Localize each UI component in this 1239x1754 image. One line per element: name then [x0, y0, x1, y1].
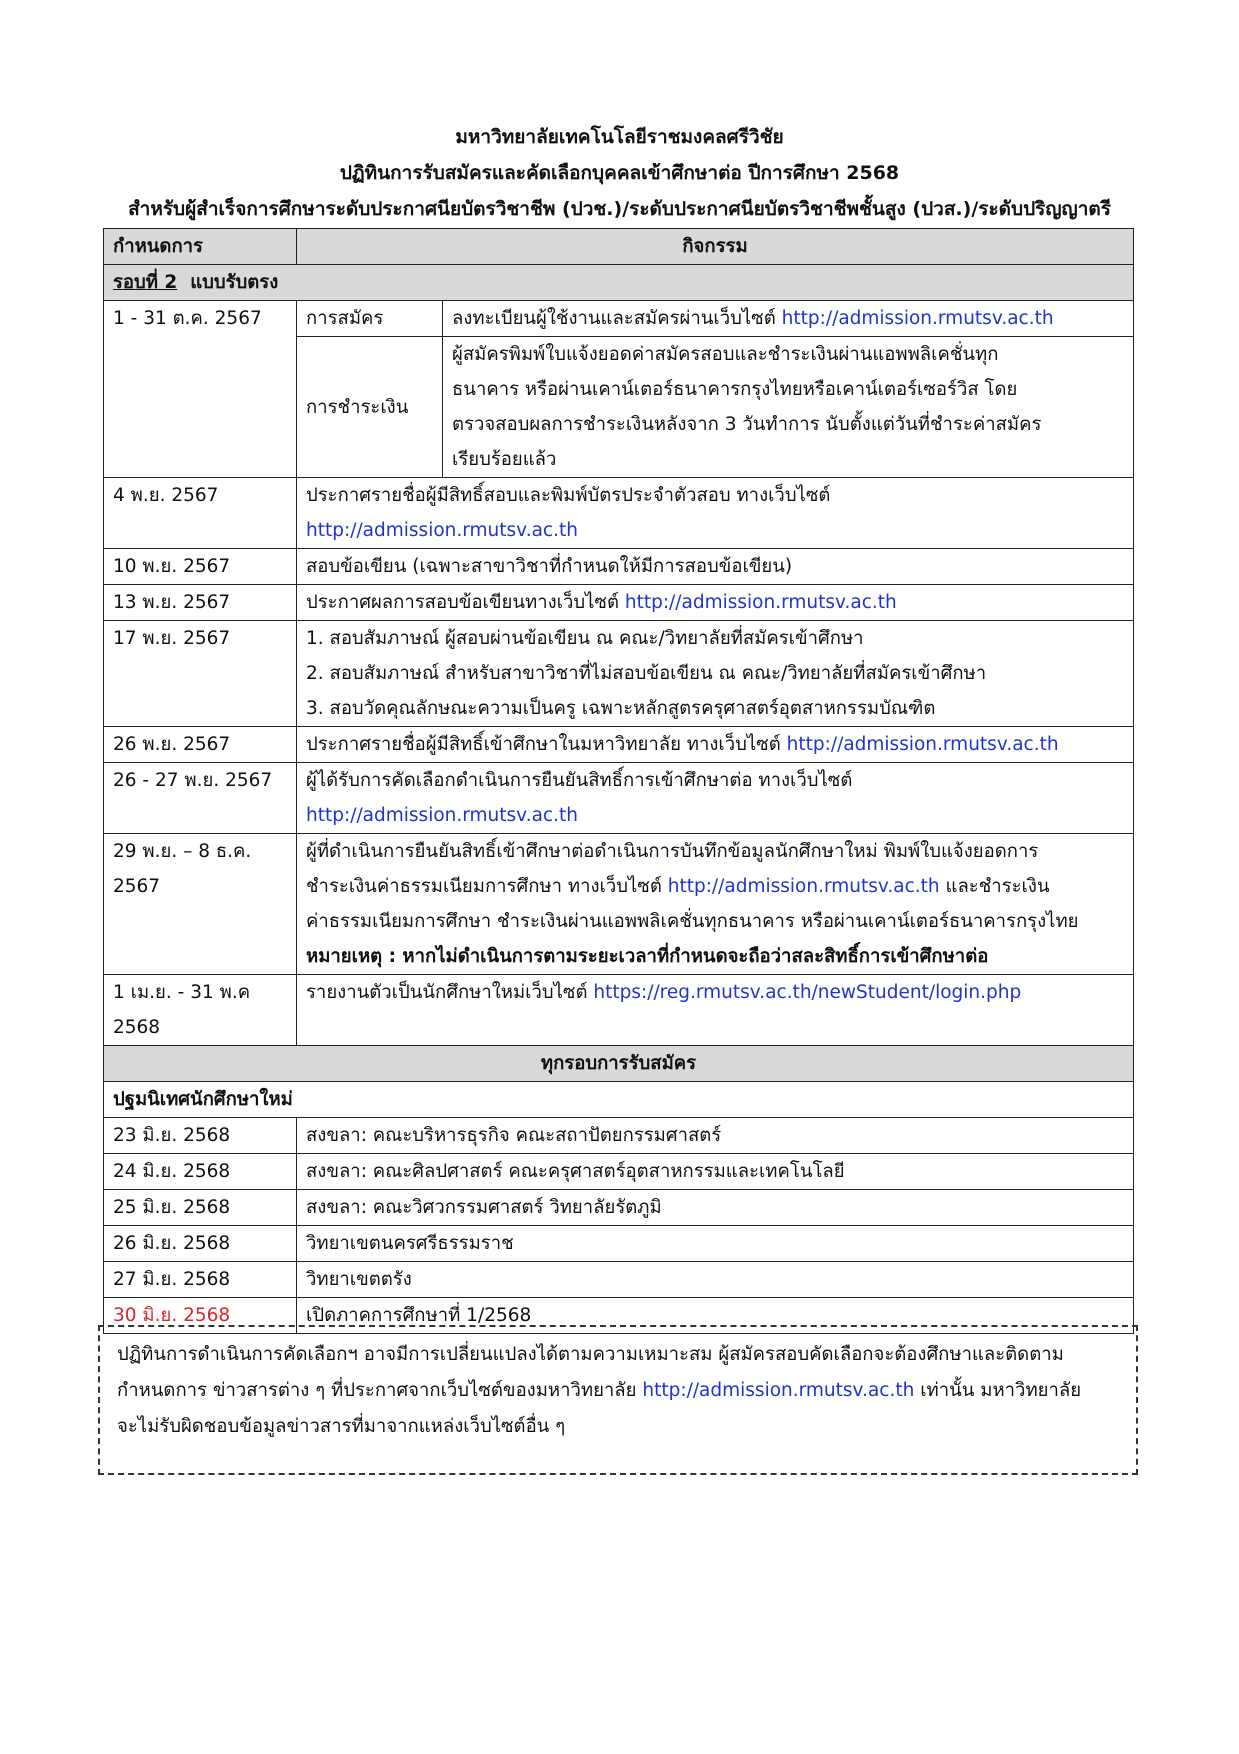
- table-row: [104, 1262, 1134, 1298]
- row-activity: ประกาศรายชื่อผู้มีสิทธิ์สอบและพิมพ์บัตรประจำตัวสอบ ทางเว็บไซต์ http://admission.rmutsv.ac.th: [297, 478, 1134, 549]
- row-date: 10 พ.ย. 2567: [104, 549, 297, 585]
- calendar-title: ปฏิทินการรับสมัครและคัดเลือกบุคคลเข้าศึกษาต่อ ปีการศึกษา 2568: [339, 162, 900, 184]
- round-label: รอบที่ 2 แบบรับตรง: [104, 265, 1134, 301]
- table-header-row: [104, 229, 1134, 265]
- row-date: 4 พ.ย. 2567: [104, 478, 297, 549]
- row-date: 17 พ.ย. 2567: [104, 621, 297, 727]
- table-row: [104, 975, 1134, 1046]
- row-activity: สงขลา: คณะวิศวกรรมศาสตร์ วิทยาลัยรัตภูมิ: [297, 1190, 1134, 1226]
- header-date: กำหนดการ: [104, 229, 297, 265]
- admission-link[interactable]: http://admission.rmutsv.ac.th: [786, 734, 1059, 755]
- table-row: [104, 727, 1134, 763]
- header-activity: กิจกรรม: [297, 229, 1134, 265]
- all-rounds-row: [104, 1046, 1134, 1082]
- row-activity: สงขลา: คณะบริหารธุรกิจ คณะสถาปัตยกรรมศาสตร์: [297, 1118, 1134, 1154]
- table-row: [104, 1190, 1134, 1226]
- admission-link[interactable]: http://admission.rmutsv.ac.th: [781, 308, 1054, 329]
- row-date: 23 มิ.ย. 2568: [104, 1118, 297, 1154]
- university-name: มหาวิทยาลัยเทคโนโลยีราชมงคลศรีวิชัย: [455, 126, 784, 148]
- semester-start-date: 30 มิ.ย. 2568: [104, 1298, 297, 1334]
- admission-link[interactable]: http://admission.rmutsv.ac.th: [642, 1380, 915, 1401]
- orientation-title: ปฐมนิเทศนักศึกษาใหม่: [104, 1082, 1134, 1118]
- row-date: 26 - 27 พ.ย. 2567: [104, 763, 297, 834]
- admission-link[interactable]: http://admission.rmutsv.ac.th: [306, 520, 578, 541]
- table-row: [104, 1118, 1134, 1154]
- disclaimer-line: ปฏิทินการดำเนินการคัดเลือกฯ อาจมีการเปลี่ยนแปลงได้ตามความเหมาะสม ผู้สมัครสอบคัดเลือกจะต้องศึกษาและติดตาม: [117, 1344, 1064, 1365]
- row-date: 26 มิ.ย. 2568: [104, 1226, 297, 1262]
- row-activity: วิทยาเขตนครศรีธรรมราช: [297, 1226, 1134, 1262]
- schedule-table: [103, 228, 1134, 1334]
- row-activity: สอบข้อเขียน (เฉพาะสาขาวิชาที่กำหนดให้มีการสอบข้อเขียน): [297, 549, 1134, 585]
- row-activity: 1. สอบสัมภาษณ์ ผู้สอบผ่านข้อเขียน ณ คณะ/วิทยาลัยที่สมัครเข้าศึกษา 2. สอบสัมภาษณ์ สำหรับสาขาวิชาที่ไม่สอบข้อเขียน ณ คณะ/วิทยาลัยที่สมัครเข้าศึกษา 3. สอบวัดคุณลักษณะความเป็นครู เฉพาะหลักสูตรครุศาสตร์อุตสาหกรรมบัณฑิต: [297, 621, 1134, 727]
- sub-activity: การสมัคร: [297, 301, 443, 337]
- calendar-subtitle: สำหรับผู้สำเร็จการศึกษาระดับประกาศนียบัตรวิชาชีพ (ปวช.)/ระดับประกาศนียบัตรวิชาชีพชั้นสูง (ปวส.)/ระดับปริญญาตรี: [128, 198, 1111, 220]
- row-activity: ลงทะเบียนผู้ใช้งานและสมัครผ่านเว็บไซต์ http://admission.rmutsv.ac.th: [443, 301, 1134, 337]
- table-row: [104, 763, 1134, 834]
- round-row: [104, 265, 1134, 301]
- table-row: [104, 834, 1134, 975]
- row-date: 25 มิ.ย. 2568: [104, 1190, 297, 1226]
- sub-activity: การชำระเงิน: [297, 337, 443, 478]
- disclaimer-box: [98, 1325, 1138, 1475]
- row-date: 1 เม.ย. - 31 พ.ค 2568: [104, 975, 297, 1046]
- row-activity: สงขลา: คณะศิลปศาสตร์ คณะครุศาสตร์อุตสาหกรรมและเทคโนโลยี: [297, 1154, 1134, 1190]
- row-date: 27 มิ.ย. 2568: [104, 1262, 297, 1298]
- row-activity: รายงานตัวเป็นนักศึกษาใหม่เว็บไซต์ https://reg.rmutsv.ac.th/newStudent/login.php: [297, 975, 1134, 1046]
- deadline-note: หมายเหตุ : หากไม่ดำเนินการตามระยะเวลาที่กำหนดจะถือว่าสละสิทธิ์การเข้าศึกษาต่อ: [306, 946, 989, 967]
- table-row: [104, 585, 1134, 621]
- row-date: 24 มิ.ย. 2568: [104, 1154, 297, 1190]
- row-activity: ผู้ที่ดำเนินการยืนยันสิทธิ์เข้าศึกษาต่อดำเนินการบันทึกข้อมูลนักศึกษาใหม่ พิมพ์ใบแจ้งยอดการ ชำระเงินค่าธรรมเนียมการศึกษา ทางเว็บไซต์ http://admission.rmutsv.ac.th และชำระเงิน ค่าธรรมเนียมการศึกษา ชำระเงินผ่านแอพพลิเคชั่นทุกธนาคาร หรือผ่านเคาน์เตอร์ธนาคารกรุงไทย หมายเหตุ : หากไม่ดำเนินการตามระยะเวลาที่กำหนดจะถือว่าสละสิทธิ์การเข้าศึกษาต่อ: [297, 834, 1134, 975]
- table-row: [104, 478, 1134, 549]
- disclaimer-line: จะไม่รับผิดชอบข้อมูลข่าวสารที่มาจากแหล่งเว็บไซต์อื่น ๆ: [117, 1416, 566, 1437]
- table-row: [104, 1154, 1134, 1190]
- row-date: 13 พ.ย. 2567: [104, 585, 297, 621]
- row-activity: ประกาศผลการสอบข้อเขียนทางเว็บไซต์ http://admission.rmutsv.ac.th: [297, 585, 1134, 621]
- table-row: [104, 621, 1134, 727]
- row-activity: เปิดภาคการศึกษาที่ 1/2568: [297, 1298, 1134, 1334]
- row-activity: วิทยาเขตตรัง: [297, 1262, 1134, 1298]
- disclaimer-line: กำหนดการ ข่าวสารต่าง ๆ ที่ประกาศจากเว็บไซต์ของมหาวิทยาลัย http://admission.rmutsv.ac.th เท่านั้น มหาวิทยาลัย: [117, 1380, 1082, 1401]
- row-date: 29 พ.ย. – 8 ธ.ค. 2567: [104, 834, 297, 975]
- reg-link[interactable]: https://reg.rmutsv.ac.th/newStudent/login.php: [593, 982, 1022, 1003]
- row-date: 26 พ.ย. 2567: [104, 727, 297, 763]
- row-date: 1 - 31 ต.ค. 2567: [104, 301, 297, 478]
- row-activity: ผู้ได้รับการคัดเลือกดำเนินการยืนยันสิทธิ์การเข้าศึกษาต่อ ทางเว็บไซต์ http://admission.rmutsv.ac.th: [297, 763, 1134, 834]
- all-rounds-label: ทุกรอบการรับสมัคร: [104, 1046, 1134, 1082]
- admission-link[interactable]: http://admission.rmutsv.ac.th: [667, 876, 940, 897]
- admission-link[interactable]: http://admission.rmutsv.ac.th: [624, 592, 897, 613]
- row-activity: ผู้สมัครพิมพ์ใบแจ้งยอดค่าสมัครสอบและชำระเงินผ่านแอพพลิเคชั่นทุก ธนาคาร หรือผ่านเคาน์เตอร์ธนาคารกรุงไทยหรือเคาน์เตอร์เซอร์วิส โดย ตรวจสอบผลการชำระเงินหลังจาก 3 วันทำการ นับตั้งแต่วันที่ชำระค่าสมัคร เรียบร้อยแล้ว: [443, 337, 1134, 478]
- row-activity: ประกาศรายชื่อผู้มีสิทธิ์เข้าศึกษาในมหาวิทยาลัย ทางเว็บไซต์ http://admission.rmutsv.ac.th: [297, 727, 1134, 763]
- table-row: [104, 549, 1134, 585]
- orientation-title-row: [104, 1082, 1134, 1118]
- admission-link[interactable]: http://admission.rmutsv.ac.th: [306, 805, 578, 826]
- table-row: [104, 1226, 1134, 1262]
- table-row: [104, 301, 1134, 337]
